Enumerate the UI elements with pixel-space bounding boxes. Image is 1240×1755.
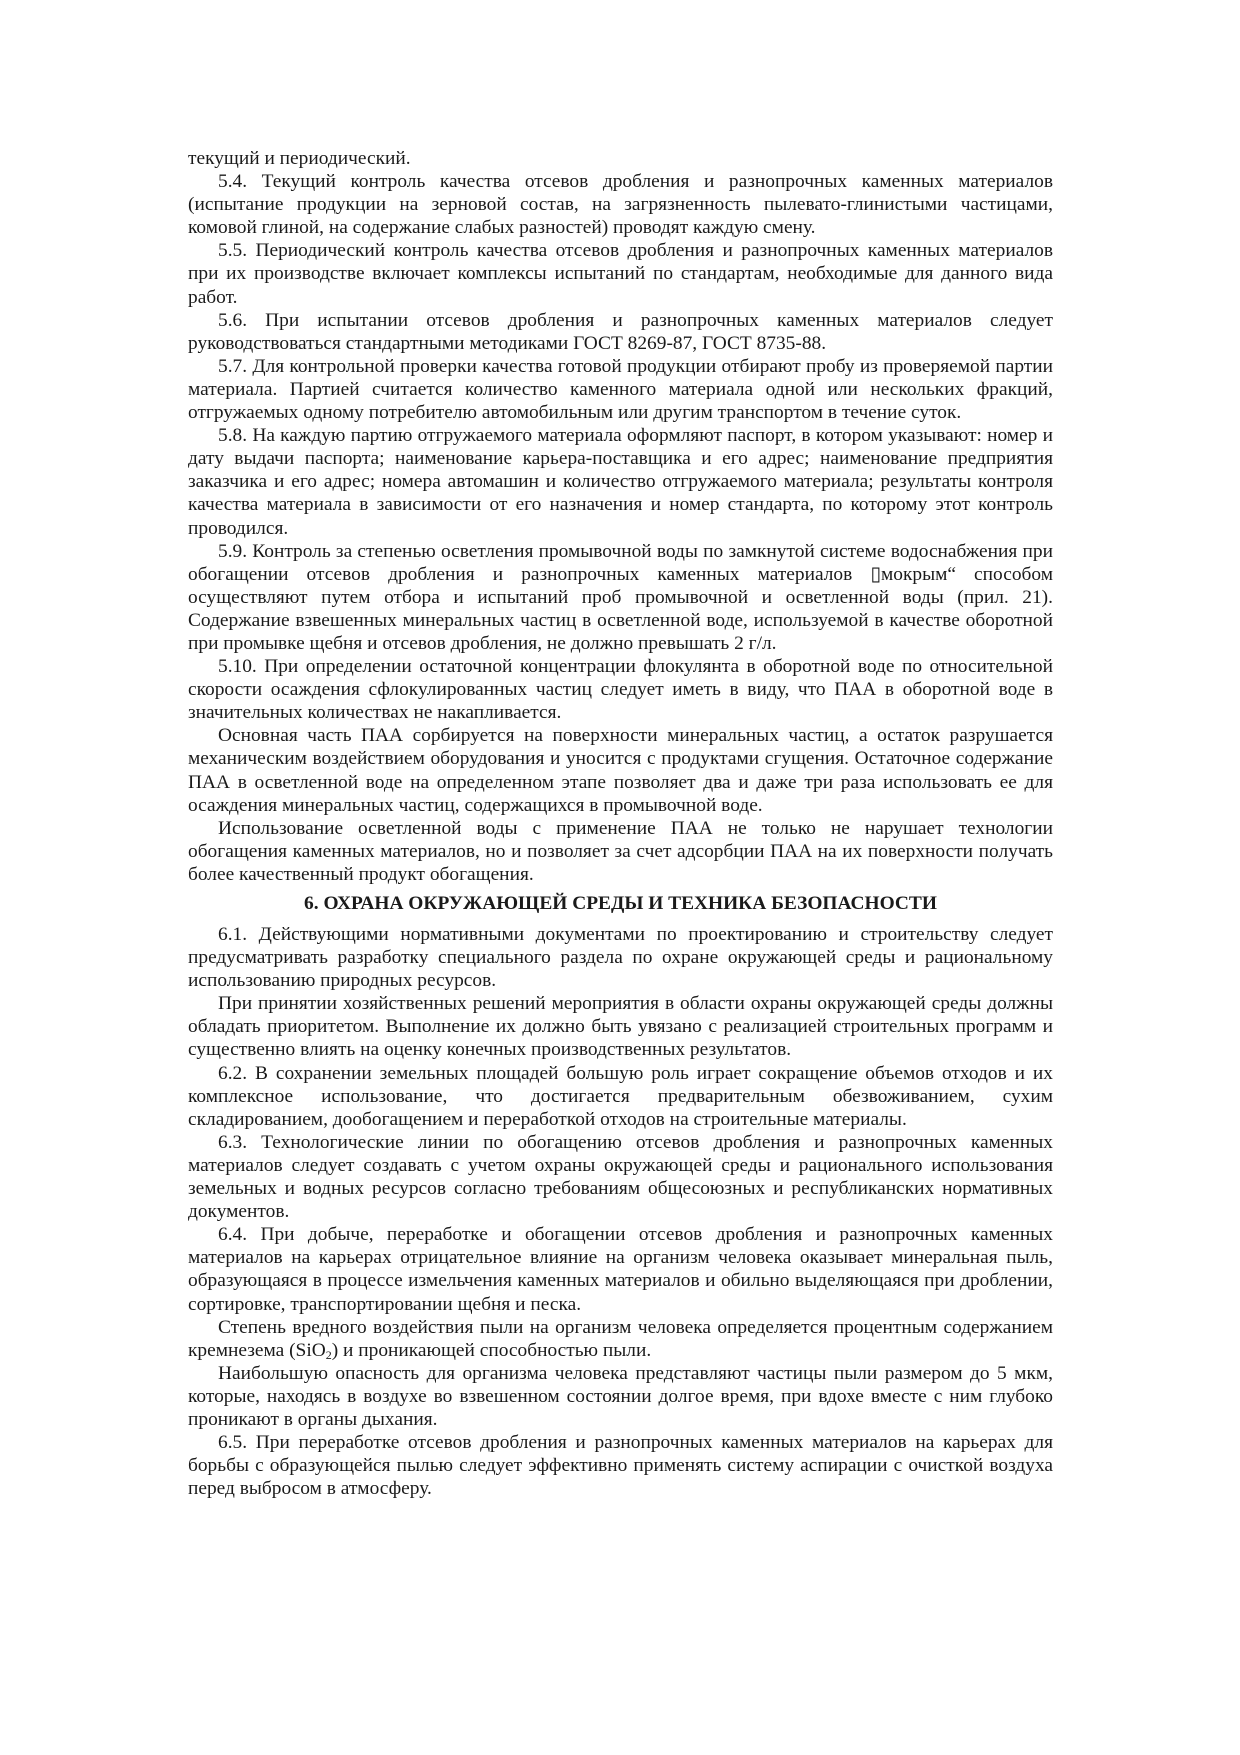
- paragraph-dust-danger: Наибольшую опасность для организма человека представляют частицы пыли размером до 5 мкм, которые, находясь в воздухе во взвешенном состоянии долгое время, при вдохе вместе с ним глубоко проникают в органы дыхания.: [188, 1362, 1053, 1430]
- section-heading: 6. ОХРАНА ОКРУЖАЮЩЕЙ СРЕДЫ И ТЕХНИКА БЕЗОПАСНОСТИ: [304, 893, 937, 914]
- paragraph-5-5: 5.5. Периодический контроль качества отсевов дробления и разнопрочных каменных материалов при их производстве включает комплексы испытаний по стандартам, необходимые для данного вида работ.: [188, 240, 1053, 308]
- paragraph-6-4: 6.4. При добыче, переработке и обогащении отсевов дробления и разнопрочных каменных материалов на карьерах отрицательное влияние на организм человека оказывает минеральная пыль, образующаяся в процессе измельчения каменных материалов и обильно выделяющаяся при дроблении, сортировке, транспортировании щебня и песка.: [188, 1224, 1053, 1315]
- silica-subscript: 2: [325, 1347, 332, 1362]
- paragraph-5-4: 5.4. Текущий контроль качества отсевов дробления и разнопрочных каменных материалов (испытание продукции на зерновой состав, на загрязненность пылевато-глинистыми частицами, комовой глиной, на содержание слабых разностей) проводят каждую смену.: [188, 171, 1053, 239]
- paragraph-5-8: 5.8. На каждую партию отгружаемого материала оформляют паспорт, в котором указывают: номер и дату выдачи паспорта; наименование карьера-поставщика и его адрес; наименование предприятия заказчика и его адрес; номера автомашин и количество отгружаемого материала; результаты контроля качества материала в зависимости от его назначения и номер стандарта, по которому этот контроль проводился.: [188, 425, 1053, 539]
- paragraph-paa-sorption: Основная часть ПАА сорбируется на поверхности минеральных частиц, а остаток разрушается механическим воздействием оборудования и уносится с продуктами сгущения. Остаточное содержание ПАА в осветленной воде на определенном этапе позволяет два и даже три раза использовать ее для осаждения минеральных частиц, содержащихся в промывочной воде.: [188, 725, 1053, 816]
- paragraph-priority: При принятии хозяйственных решений мероприятия в области охраны окружающей среды должны обладать приоритетом. Выполнение их должно быть увязано с реализацией строительных программ и существенно влиять на оценку конечных производственных результатов.: [188, 993, 1053, 1061]
- silica-text-before: Степень вредного воздействия пыли на организм человека определяется процентным содержанием кремнезема (SiO: [188, 1316, 1053, 1361]
- paragraph-silica: [188, 1316, 1053, 1362]
- paragraph-6-3: 6.3. Технологические линии по обогащению отсевов дробления и разнопрочных каменных материалов следует создавать с учетом охраны окружающей среды и рационального использования земельных и водных ресурсов согласно требованиям общесоюзных и республиканских нормативных документов.: [188, 1131, 1053, 1223]
- paragraph-6-5: 6.5. При переработке отсевов дробления и разнопрочных каменных материалов на карьерах для борьбы с образующейся пылью следует эффективно применять систему аспирации с очисткой воздуха перед выбросом в атмосферу.: [188, 1432, 1053, 1500]
- paragraph-clarified-water: Использование осветленной воды с применение ПАА не только не нарушает технологии обогащения каменных материалов, но и позволяет за счет адсорбции ПАА на их поверхности получать более качественный продукт обогащения.: [188, 817, 1053, 885]
- paragraph-6-1: 6.1. Действующими нормативными документами по проектированию и строительству следует предусматривать разработку специального раздела по охране окружающей среды и рациональному использованию природных ресурсов.: [188, 924, 1053, 992]
- document-page: [188, 147, 1053, 1500]
- paragraph-continuation: текущий и периодический.: [188, 148, 411, 169]
- paragraph-5-6: 5.6. При испытании отсевов дробления и разнопрочных каменных материалов следует руководствоваться стандартными методиками ГОСТ 8269-87, ГОСТ 8735-88.: [188, 309, 1053, 354]
- silica-text-after: ) и проникающей способностью пыли.: [331, 1339, 652, 1361]
- paragraph-5-9: 5.9. Контроль за степенью осветления промывочной воды по замкнутой системе водоснабжения при обогащении отсевов дробления и разнопрочных каменных материалов ▯мокрым“ способом осуществляют путем отбора и испытаний проб промывочной и осветленной воды (прил. 21). Содержание взвешенных минеральных частиц в осветленной воде, используемой в качестве оборотной при промывке щебня и отсевов дробления, не должно превышать 2 г/л.: [188, 540, 1053, 654]
- paragraph-5-10: 5.10. При определении остаточной концентрации флокулянта в оборотной воде по относительной скорости осаждения сфлокулированных частиц следует иметь в виду, что ПАА в оборотной воде в значительных количествах не накапливается.: [188, 656, 1053, 724]
- paragraph-5-7: 5.7. Для контрольной проверки качества готовой продукции отбирают пробу из проверяемой партии материала. Партией считается количество каменного материала одной или нескольких фракций, отгружаемых одному потребителю автомобильным или другим транспортом в течение суток.: [188, 355, 1053, 424]
- paragraph-6-2: 6.2. В сохранении земельных площадей большую роль играет сокращение объемов отходов и их комплексное использование, что достигается предварительным обезвоживанием, сухим складированием, дообогащением и переработкой отходов на строительные материалы.: [188, 1062, 1053, 1130]
